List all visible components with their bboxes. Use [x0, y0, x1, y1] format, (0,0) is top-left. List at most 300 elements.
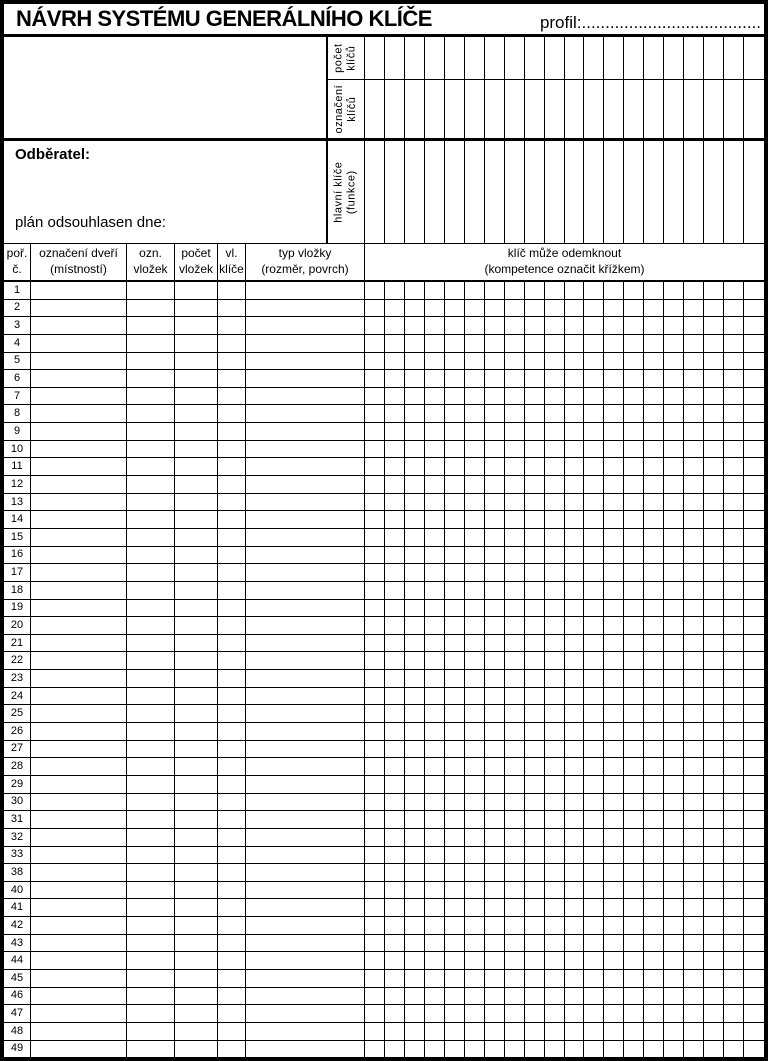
competence-cell	[505, 388, 525, 405]
cell-vl-klice	[218, 705, 246, 722]
competence-cell	[545, 405, 565, 422]
competence-cell	[604, 670, 624, 687]
competence-cell	[604, 723, 624, 740]
row-number: 24	[4, 688, 31, 705]
competence-cell	[565, 476, 585, 493]
competence-cell	[525, 988, 545, 1005]
competence-cell	[584, 758, 604, 775]
competence-cell	[425, 917, 445, 934]
competence-cell	[664, 1005, 684, 1022]
competence-cell	[565, 847, 585, 864]
competence-cell	[744, 529, 764, 546]
competence-cell	[744, 423, 764, 440]
competence-cell	[604, 864, 624, 881]
cell-typ-vlozky	[246, 899, 365, 916]
cell-vl-klice	[218, 652, 246, 669]
competence-cell	[704, 353, 724, 370]
competence-cell	[704, 670, 724, 687]
competence-cell	[525, 300, 545, 317]
competence-cell	[385, 935, 405, 952]
competence-cell	[624, 988, 644, 1005]
competence-cell	[565, 829, 585, 846]
hlavni-klice-cell	[465, 141, 485, 243]
competence-cell	[565, 317, 585, 334]
competence-cell	[664, 635, 684, 652]
competence-cell	[365, 670, 385, 687]
competence-cell	[525, 529, 545, 546]
competence-cell	[445, 864, 465, 881]
competence-cell	[744, 388, 764, 405]
hlavni-klice-cell	[704, 141, 724, 243]
competence-cell	[624, 600, 644, 617]
competence-cell	[584, 458, 604, 475]
competence-cell	[385, 600, 405, 617]
pocet-klicu-cell	[565, 37, 585, 79]
competence-cell	[385, 494, 405, 511]
competence-cell	[365, 794, 385, 811]
competence-cell	[485, 282, 505, 299]
competence-cell	[684, 282, 704, 299]
competence-cell	[505, 582, 525, 599]
competence-cell	[664, 1023, 684, 1040]
competence-cell	[565, 917, 585, 934]
competence-cell	[604, 688, 624, 705]
oznaceni-klicu-cell	[565, 80, 585, 138]
competence-cell	[644, 829, 664, 846]
oznaceni-klicu-cell	[505, 80, 525, 138]
competence-cell	[405, 423, 425, 440]
competence-cell	[644, 864, 664, 881]
competence-cell	[604, 1041, 624, 1058]
competence-cell	[365, 970, 385, 987]
competence-cell	[684, 652, 704, 669]
competence-cell	[505, 282, 525, 299]
cell-ozn-vlozek	[127, 1041, 175, 1058]
cell-ozn-vlozek	[127, 388, 175, 405]
cell-pocet-vlozek	[175, 1023, 218, 1040]
competence-cell	[365, 829, 385, 846]
competence-cell	[624, 300, 644, 317]
competence-cell	[385, 829, 405, 846]
competence-cell	[644, 917, 664, 934]
competence-cell	[604, 952, 624, 969]
competence-cell	[744, 282, 764, 299]
competence-cell	[704, 582, 724, 599]
competence-cell	[704, 617, 724, 634]
cell-vl-klice	[218, 917, 246, 934]
competence-cell	[604, 582, 624, 599]
competence-cell	[604, 935, 624, 952]
competence-cell	[644, 847, 664, 864]
pocet-klicu-row	[365, 37, 764, 80]
hlavni-klice-cell	[505, 141, 525, 243]
competence-cell	[505, 917, 525, 934]
competence-cell	[505, 988, 525, 1005]
competence-cell	[664, 388, 684, 405]
competence-cell	[465, 564, 485, 581]
profil-field	[540, 13, 761, 34]
cell-oznaceni-dveri	[31, 405, 127, 422]
table-row	[4, 1041, 764, 1058]
competence-cell	[365, 494, 385, 511]
competence-cell	[744, 317, 764, 334]
competence-cell	[425, 511, 445, 528]
table-row	[4, 882, 764, 900]
competence-cell	[385, 917, 405, 934]
competence-cell	[525, 1005, 545, 1022]
competence-cell	[545, 1023, 565, 1040]
cell-pocet-vlozek	[175, 917, 218, 934]
competence-cell	[704, 794, 724, 811]
competence-cell	[445, 794, 465, 811]
label-oznaceni-klicu: označení klíčů	[328, 80, 365, 141]
competence-cell	[724, 776, 744, 793]
competence-cell	[584, 282, 604, 299]
hlavni-klice-cell	[485, 141, 505, 243]
cell-typ-vlozky	[246, 705, 365, 722]
cell-typ-vlozky	[246, 741, 365, 758]
competence-cell	[604, 300, 624, 317]
cell-ozn-vlozek	[127, 564, 175, 581]
cell-vl-klice	[218, 335, 246, 352]
competence-cell	[724, 458, 744, 475]
competence-cell	[565, 353, 585, 370]
competence-cell	[584, 476, 604, 493]
competence-cell	[604, 441, 624, 458]
competence-cell	[545, 952, 565, 969]
cell-typ-vlozky	[246, 458, 365, 475]
cell-pocet-vlozek	[175, 652, 218, 669]
table-row	[4, 511, 764, 529]
competence-cell	[744, 564, 764, 581]
row-number: 32	[4, 829, 31, 846]
competence-cell	[624, 317, 644, 334]
pocet-klicu-cell	[525, 37, 545, 79]
cell-oznaceni-dveri	[31, 600, 127, 617]
cell-vl-klice	[218, 670, 246, 687]
cell-vl-klice	[218, 758, 246, 775]
competence-cell	[545, 811, 565, 828]
cell-ozn-vlozek	[127, 670, 175, 687]
competence-cell	[565, 458, 585, 475]
cell-typ-vlozky	[246, 317, 365, 334]
competence-cell	[744, 952, 764, 969]
competence-cell	[584, 335, 604, 352]
competence-cell	[425, 582, 445, 599]
competence-cell	[385, 758, 405, 775]
competence-cell	[644, 1041, 664, 1058]
competence-cell	[744, 635, 764, 652]
competence-cell	[624, 564, 644, 581]
row-number: 10	[4, 441, 31, 458]
competence-cell	[704, 723, 724, 740]
competence-cell	[624, 388, 644, 405]
competence-cell	[724, 705, 744, 722]
competence-cell	[405, 899, 425, 916]
competence-cell	[425, 617, 445, 634]
competence-cell	[405, 670, 425, 687]
upper-section	[4, 37, 764, 244]
competence-cell	[644, 705, 664, 722]
row-number: 16	[4, 547, 31, 564]
competence-cell	[445, 1005, 465, 1022]
competence-cell	[505, 1023, 525, 1040]
title-band	[4, 4, 764, 37]
competence-cell	[565, 776, 585, 793]
competence-cell	[505, 688, 525, 705]
competence-cell	[465, 353, 485, 370]
competence-cell	[485, 370, 505, 387]
competence-cell	[724, 617, 744, 634]
cell-pocet-vlozek	[175, 494, 218, 511]
competence-cell	[644, 882, 664, 899]
competence-cell	[744, 1005, 764, 1022]
competence-cell	[664, 847, 684, 864]
competence-cell	[445, 952, 465, 969]
competence-cell	[584, 511, 604, 528]
hlavni-klice-cell	[644, 141, 664, 243]
competence-cell	[425, 811, 445, 828]
competence-cell	[365, 405, 385, 422]
competence-cell	[445, 847, 465, 864]
competence-cell	[664, 794, 684, 811]
competence-cell	[704, 335, 724, 352]
competence-cell	[505, 705, 525, 722]
competence-cell	[405, 741, 425, 758]
competence-cell	[405, 1023, 425, 1040]
hlavni-klice-cell	[385, 141, 405, 243]
competence-cell	[365, 582, 385, 599]
table-header-row	[4, 244, 764, 282]
competence-cell	[525, 441, 545, 458]
competence-cell	[465, 388, 485, 405]
rotated-label-column	[328, 37, 365, 243]
competence-cell	[365, 564, 385, 581]
hlavni-klice-cell	[584, 141, 604, 243]
cell-ozn-vlozek	[127, 458, 175, 475]
competence-cell	[644, 670, 664, 687]
cell-ozn-vlozek	[127, 335, 175, 352]
competence-cell	[505, 811, 525, 828]
competence-cell	[505, 952, 525, 969]
competence-cell	[664, 335, 684, 352]
cell-oznaceni-dveri	[31, 335, 127, 352]
cell-oznaceni-dveri	[31, 705, 127, 722]
competence-cell	[385, 811, 405, 828]
competence-cell	[584, 670, 604, 687]
competence-cell	[465, 582, 485, 599]
row-number: 3	[4, 317, 31, 334]
oznaceni-klicu-cell	[684, 80, 704, 138]
pocet-klicu-cell	[744, 37, 764, 79]
cell-oznaceni-dveri	[31, 952, 127, 969]
competence-cell	[485, 952, 505, 969]
pocet-klicu-cell	[505, 37, 525, 79]
competence-cell	[604, 758, 624, 775]
competence-cell	[664, 882, 684, 899]
competence-cell	[664, 282, 684, 299]
cell-ozn-vlozek	[127, 829, 175, 846]
competence-cell	[704, 935, 724, 952]
cell-ozn-vlozek	[127, 988, 175, 1005]
competence-cell	[425, 670, 445, 687]
cell-pocet-vlozek	[175, 988, 218, 1005]
competence-cell	[445, 635, 465, 652]
competence-cell	[525, 847, 545, 864]
competence-cell	[744, 811, 764, 828]
competence-cell	[684, 829, 704, 846]
competence-cell	[545, 335, 565, 352]
competence-cell	[724, 511, 744, 528]
cell-typ-vlozky	[246, 441, 365, 458]
competence-cell	[684, 458, 704, 475]
competence-cell	[425, 882, 445, 899]
oznaceni-klicu-cell	[724, 80, 744, 138]
cell-pocet-vlozek	[175, 776, 218, 793]
cell-ozn-vlozek	[127, 582, 175, 599]
cell-oznaceni-dveri	[31, 794, 127, 811]
competence-cell	[465, 441, 485, 458]
competence-cell	[545, 670, 565, 687]
competence-cell	[584, 917, 604, 934]
competence-cell	[425, 423, 445, 440]
competence-cell	[565, 423, 585, 440]
competence-cell	[445, 282, 465, 299]
competence-cell	[485, 423, 505, 440]
competence-cell	[545, 388, 565, 405]
cell-typ-vlozky	[246, 1041, 365, 1058]
competence-cell	[664, 935, 684, 952]
competence-cell	[724, 335, 744, 352]
competence-cell	[465, 282, 485, 299]
cell-ozn-vlozek	[127, 847, 175, 864]
competence-cell	[365, 811, 385, 828]
cell-pocet-vlozek	[175, 423, 218, 440]
pocet-klicu-cell	[465, 37, 485, 79]
competence-cell	[565, 547, 585, 564]
competence-cell	[565, 723, 585, 740]
competence-cell	[365, 600, 385, 617]
competence-cell	[425, 776, 445, 793]
competence-cell	[565, 529, 585, 546]
competence-cell	[664, 776, 684, 793]
cell-oznaceni-dveri	[31, 1023, 127, 1040]
competence-cell	[565, 952, 585, 969]
competence-cell	[704, 917, 724, 934]
competence-cell	[545, 494, 565, 511]
table-row	[4, 1023, 764, 1041]
competence-cell	[644, 1023, 664, 1040]
cell-oznaceni-dveri	[31, 688, 127, 705]
competence-cell	[425, 794, 445, 811]
competence-cell	[684, 317, 704, 334]
competence-cell	[624, 688, 644, 705]
competence-cell	[684, 1023, 704, 1040]
cell-ozn-vlozek	[127, 282, 175, 299]
competence-cell	[425, 758, 445, 775]
competence-cell	[684, 917, 704, 934]
competence-cell	[385, 476, 405, 493]
competence-cell	[565, 670, 585, 687]
row-number: 2	[4, 300, 31, 317]
competence-cell	[505, 335, 525, 352]
competence-cell	[445, 300, 465, 317]
competence-cell	[684, 670, 704, 687]
competence-cell	[365, 758, 385, 775]
competence-cell	[425, 317, 445, 334]
competence-cell	[365, 388, 385, 405]
competence-cell	[545, 617, 565, 634]
competence-cell	[724, 970, 744, 987]
cell-pocet-vlozek	[175, 1041, 218, 1058]
cell-ozn-vlozek	[127, 1023, 175, 1040]
competence-cell	[624, 741, 644, 758]
competence-cell	[624, 353, 644, 370]
table-row	[4, 688, 764, 706]
hlavni-klice-cell	[664, 141, 684, 243]
cell-pocet-vlozek	[175, 300, 218, 317]
competence-cell	[664, 829, 684, 846]
competence-cell	[485, 317, 505, 334]
pocet-klicu-cell	[365, 37, 385, 79]
cell-vl-klice	[218, 511, 246, 528]
competence-cell	[744, 511, 764, 528]
competence-cell	[385, 353, 405, 370]
competence-cell	[584, 529, 604, 546]
competence-cell	[485, 917, 505, 934]
cell-pocet-vlozek	[175, 899, 218, 916]
competence-cell	[724, 758, 744, 775]
competence-cell	[644, 494, 664, 511]
competence-cell	[385, 458, 405, 475]
row-number: 27	[4, 741, 31, 758]
competence-cell	[604, 705, 624, 722]
competence-cell	[545, 882, 565, 899]
competence-cell	[565, 441, 585, 458]
competence-cell	[365, 300, 385, 317]
competence-cell	[664, 529, 684, 546]
row-number: 22	[4, 652, 31, 669]
row-number: 26	[4, 723, 31, 740]
cell-pocet-vlozek	[175, 794, 218, 811]
cell-pocet-vlozek	[175, 882, 218, 899]
competence-cell	[724, 988, 744, 1005]
competence-cell	[505, 441, 525, 458]
competence-cell	[704, 370, 724, 387]
table-row	[4, 300, 764, 318]
competence-cell	[584, 1041, 604, 1058]
competence-cell	[485, 847, 505, 864]
row-number: 9	[4, 423, 31, 440]
competence-cell	[405, 353, 425, 370]
competence-cell	[644, 794, 664, 811]
competence-cell	[684, 723, 704, 740]
row-number: 47	[4, 1005, 31, 1022]
competence-cell	[704, 829, 724, 846]
competence-cell	[704, 652, 724, 669]
competence-cell	[624, 441, 644, 458]
competence-cell	[644, 441, 664, 458]
competence-cell	[445, 705, 465, 722]
cell-oznaceni-dveri	[31, 935, 127, 952]
competence-cell	[405, 317, 425, 334]
pocet-klicu-cell	[624, 37, 644, 79]
competence-cell	[525, 705, 545, 722]
competence-cell	[724, 917, 744, 934]
table-row	[4, 494, 764, 512]
competence-cell	[365, 864, 385, 881]
table-row	[4, 935, 764, 953]
